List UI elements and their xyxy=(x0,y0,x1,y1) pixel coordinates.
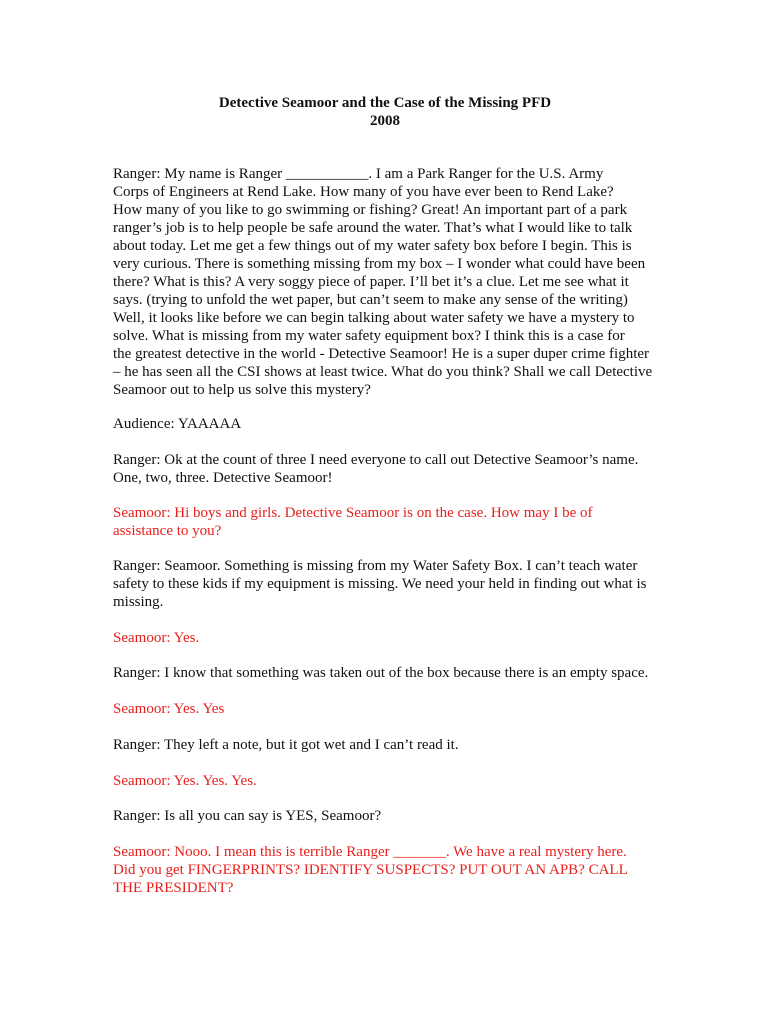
text-line: there? What is this? A very soggy piece of paper. I’ll bet it’s a clue. Let me see what it xyxy=(113,274,629,290)
text-line: Ranger: My name is Ranger ___________. I am a Park Ranger for the U.S. Army xyxy=(113,166,604,182)
text-line: Did you get FINGERPRINTS? IDENTIFY SUSPECTS? PUT OUT AN APB? CALL xyxy=(113,862,628,878)
seamoor-paragraph xyxy=(113,843,673,897)
text-line: How many of you like to go swimming or fishing? Great! An important part of a park xyxy=(113,202,628,218)
text-line: Well, it looks like before we can begin talking about water safety we have a mystery to xyxy=(113,310,635,326)
seamoor-paragraph xyxy=(113,700,673,718)
ranger-paragraph xyxy=(113,807,673,825)
ranger-paragraph xyxy=(113,736,673,754)
seamoor-paragraph xyxy=(113,629,673,647)
text-line: Seamoor: Hi boys and girls. Detective Seamoor is on the case. How may I be of xyxy=(113,505,593,521)
text-line: Seamoor: Yes. Yes. Yes. xyxy=(113,773,257,789)
text-line: missing. xyxy=(113,594,164,610)
ranger-paragraph xyxy=(113,451,673,487)
seamoor-paragraph xyxy=(113,504,673,540)
text-line: Audience: YAAAAA xyxy=(113,416,242,432)
text-line: Seamoor: Yes. xyxy=(113,630,200,646)
text-line: Seamoor out to help us solve this mystery? xyxy=(113,382,371,398)
ranger-paragraph xyxy=(113,557,673,611)
ranger-paragraph xyxy=(113,165,673,399)
text-line: ranger’s job is to help people be safe around the water. That’s what I would like to talk xyxy=(113,220,633,236)
text-line: Ranger: They left a note, but it got wet and I can’t read it. xyxy=(113,737,459,753)
text-line: Ranger: Is all you can say is YES, Seamoor? xyxy=(113,808,382,824)
text-line: very curious. There is something missing from my box – I wonder what could have been xyxy=(113,256,646,272)
text-line: THE PRESIDENT? xyxy=(113,880,234,896)
text-line: safety to these kids if my equipment is missing. We need your held in finding out what is xyxy=(113,576,647,592)
text-line: One, two, three. Detective Seamoor! xyxy=(113,470,333,486)
text-line: solve. What is missing from my water safety equipment box? I think this is a case for xyxy=(113,328,625,344)
ranger-paragraph xyxy=(113,664,673,682)
text-line: Ranger: I know that something was taken out of the box because there is an empty space. xyxy=(113,665,649,681)
text-line: Seamoor: Nooo. I mean this is terrible Ranger _______. We have a real mystery here. xyxy=(113,844,627,860)
text-line: Ranger: Ok at the count of three I need everyone to call out Detective Seamoor’s name. xyxy=(113,452,639,468)
text-line: the greatest detective in the world - Detective Seamoor! He is a super duper crime fighter xyxy=(113,346,650,362)
document-year: 2008 xyxy=(370,113,400,129)
text-line: Seamoor: Yes. Yes xyxy=(113,701,225,717)
audience-paragraph xyxy=(113,415,673,433)
seamoor-paragraph xyxy=(113,772,673,790)
text-line: – he has seen all the CSI shows at least twice. What do you think? Shall we call Detective xyxy=(113,364,653,380)
text-line: assistance to you? xyxy=(113,523,222,539)
text-line: about today. Let me get a few things out of my water safety box before I begin. This is xyxy=(113,238,632,254)
text-line: Ranger: Seamoor. Something is missing from my Water Safety Box. I can’t teach water xyxy=(113,558,638,574)
text-line: Corps of Engineers at Rend Lake. How many of you have ever been to Rend Lake? xyxy=(113,184,614,200)
text-line: says. (trying to unfold the wet paper, but can’t seem to make any sense of the writing) xyxy=(113,292,628,308)
document-title: Detective Seamoor and the Case of the Missing PFD xyxy=(218,95,552,111)
